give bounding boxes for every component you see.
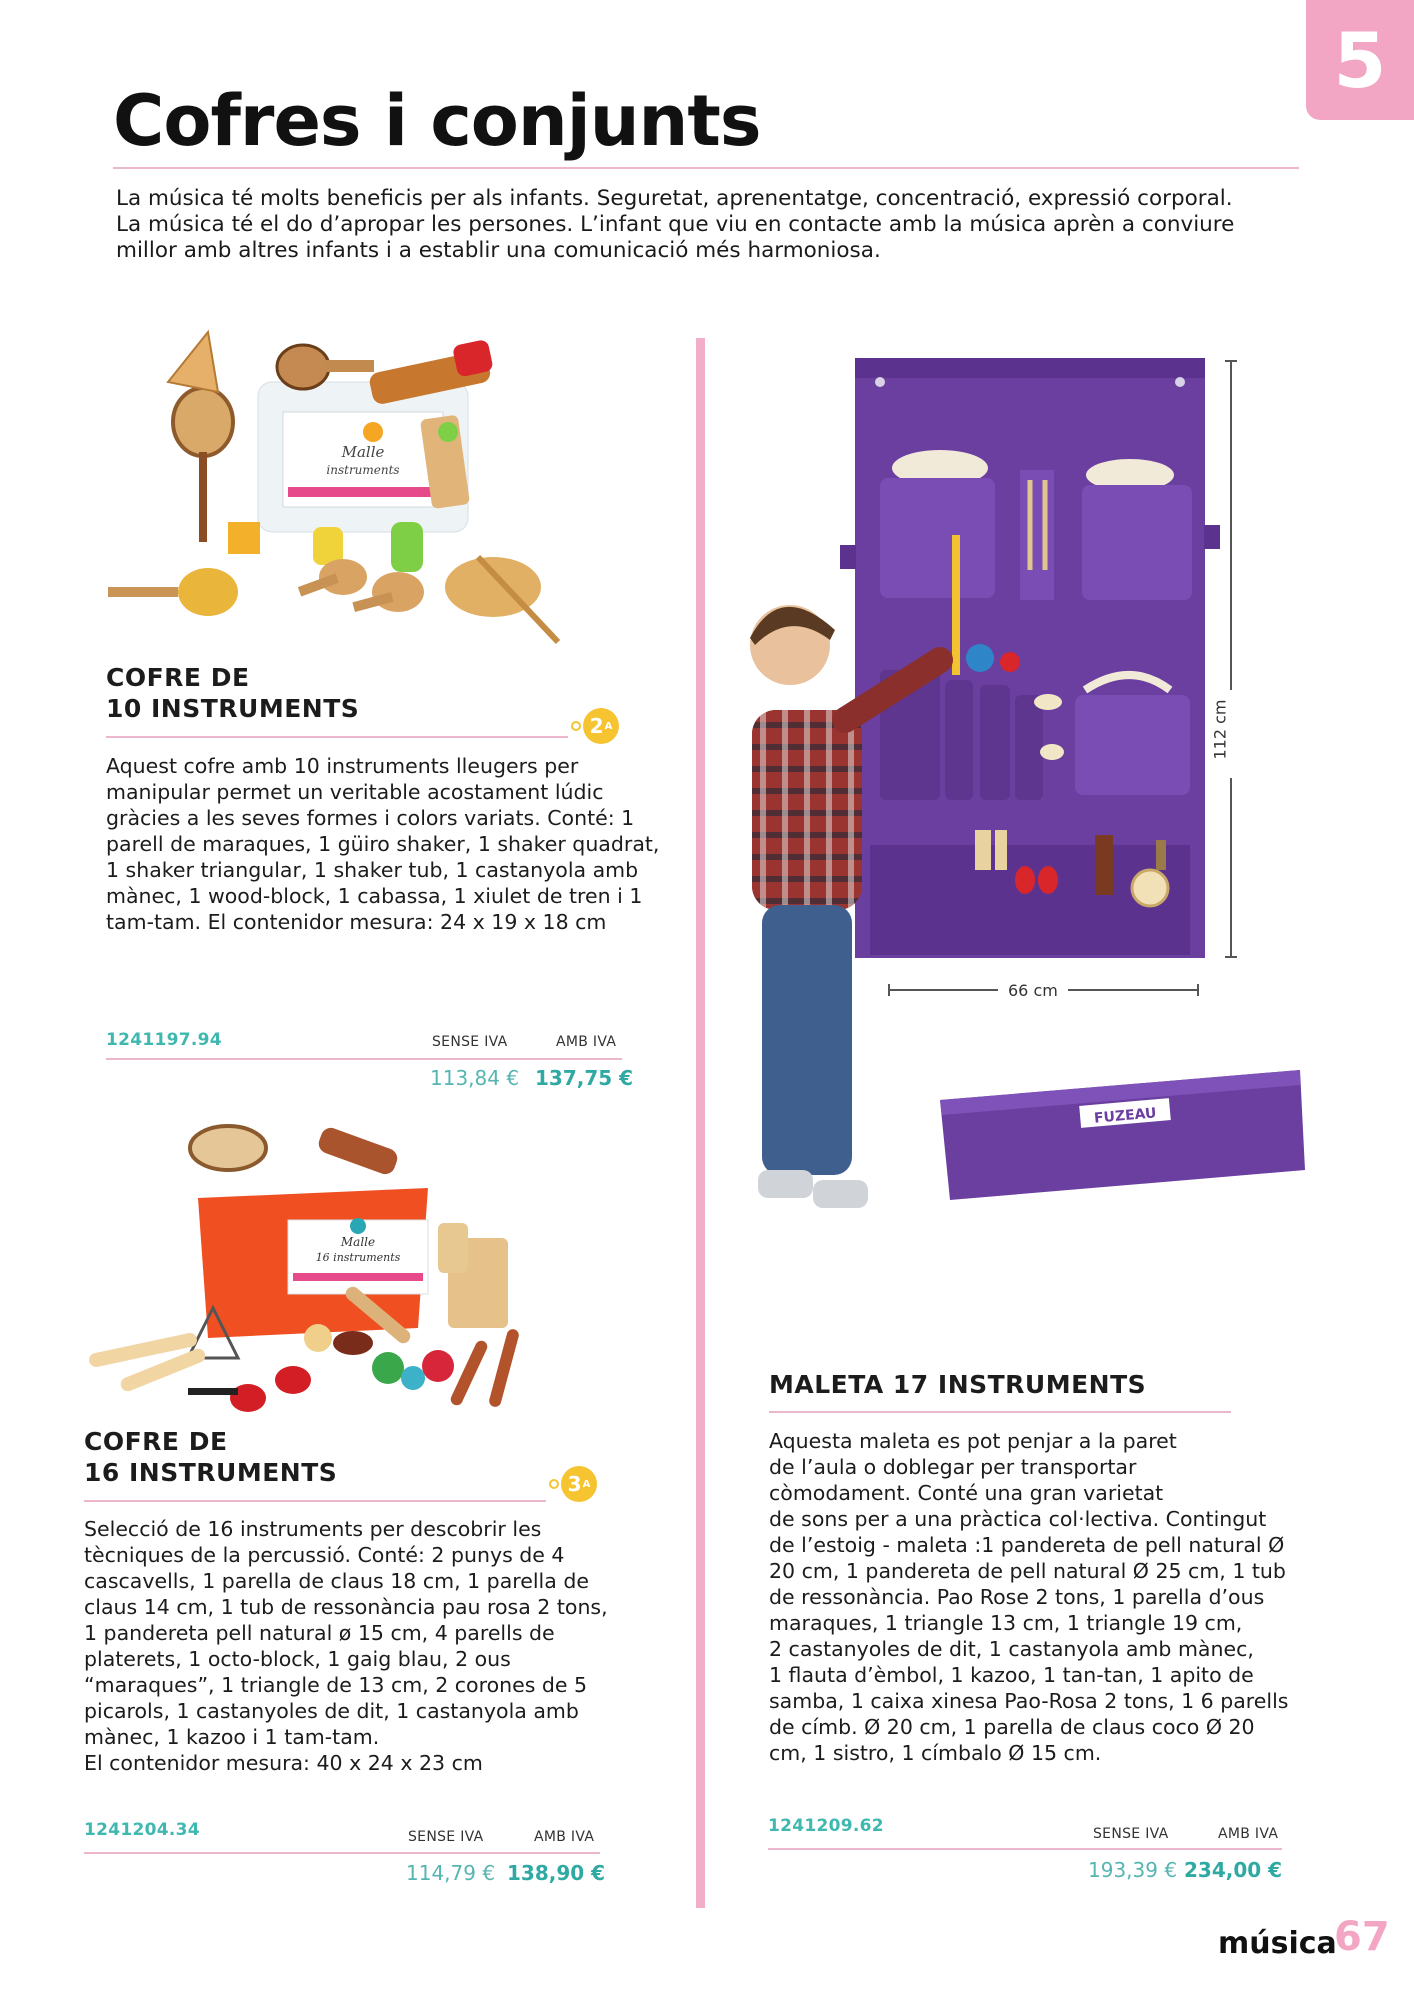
desc-line: platerets, 1 octo-block, 1 gaig blau, 2 ous — [84, 1647, 511, 1671]
desc-line: 1 shaker triangular, 1 shaker tub, 1 castanyola amb — [106, 858, 639, 882]
desc-line: cascavells, 1 parella de claus 18 cm, 1 parella de — [84, 1569, 589, 1593]
title-line: MALETA 17 INSTRUMENTS — [769, 1370, 1147, 1399]
intro-text — [116, 186, 1316, 264]
dimension-tick — [1225, 956, 1237, 958]
title-rule — [106, 736, 568, 738]
price-label-net: SENSE IVA — [408, 1829, 484, 1845]
bag-brand: FUZEAU — [1093, 1105, 1158, 1127]
price-rule — [106, 1058, 622, 1060]
price-net: 113,84 € — [430, 1066, 520, 1090]
title-line: 16 INSTRUMENTS — [84, 1458, 338, 1487]
desc-line: maraques, 1 triangle 13 cm, 1 triangle 19 cm, — [769, 1611, 1243, 1635]
price-label-gross: AMB IVA — [1218, 1826, 1279, 1842]
price-net: 193,39 € — [1088, 1858, 1178, 1882]
title-line: COFRE DE — [106, 663, 250, 692]
price-label-gross: AMB IVA — [556, 1034, 617, 1050]
desc-line: 1 pandereta pell natural ø 15 cm, 4 parells de — [84, 1621, 555, 1645]
desc-line: parell de maraques, 1 güiro shaker, 1 shaker quadrat, — [106, 832, 660, 856]
desc-line: Aquesta maleta es pot penjar a la paret — [769, 1429, 1177, 1453]
price-gross: 234,00 € — [1184, 1858, 1283, 1882]
dimension-line-height — [1230, 778, 1232, 956]
product-title-cofre-16 — [84, 1426, 337, 1488]
box-label-line: instruments — [326, 463, 400, 477]
dimension-line-width — [1068, 989, 1198, 991]
product-ref: 1241197.94 — [106, 1030, 222, 1050]
desc-line: de sons per a una pràctica col·lectiva. Contingut — [769, 1507, 1267, 1531]
intro-line: millor amb altres infants i a establir una comunicació més harmoniosa. — [116, 238, 881, 263]
desc-line: El contenidor mesura: 40 x 24 x 23 cm — [84, 1751, 483, 1775]
desc-line: samba, 1 caixa xinesa Pao-Rosa 2 tons, 1 6 parells — [769, 1689, 1289, 1713]
age-number: 2 — [589, 714, 604, 738]
column-divider — [696, 338, 705, 1908]
dimension-height: 112 cm — [1210, 699, 1230, 760]
box-label-line: 16 instruments — [315, 1251, 401, 1264]
age-badge-cofre-10 — [571, 708, 619, 744]
age-badge-dot — [571, 721, 581, 731]
price-label-net: SENSE IVA — [432, 1034, 508, 1050]
desc-line: tam-tam. El contenidor mesura: 24 x 19 x 18 cm — [106, 910, 607, 934]
desc-line: de l’aula o doblegar per transportar — [769, 1455, 1137, 1479]
price-net: 114,79 € — [406, 1861, 496, 1885]
age-unit: A — [604, 720, 613, 732]
age-badge — [561, 1466, 597, 1502]
desc-line: cm, 1 sistro, 1 címbalo Ø 15 cm. — [769, 1741, 1102, 1765]
product-description-cofre-10 — [106, 753, 659, 935]
title-rule — [113, 167, 1299, 169]
price-gross: 137,75 € — [535, 1066, 634, 1090]
title-rule — [84, 1500, 546, 1502]
footer-section: música — [1218, 1926, 1337, 1961]
desc-line: Selecció de 16 instruments per descobrir les — [84, 1517, 542, 1541]
desc-line: mànec, 1 wood-block, 1 cabassa, 1 xiulet de tren i 1 — [106, 884, 643, 908]
desc-line: picarols, 1 castanyoles de dit, 1 castanyola amb — [84, 1699, 579, 1723]
desc-line: Aquest cofre amb 10 instruments lleugers per — [106, 754, 579, 778]
page-title: Cofres i conjunts — [113, 80, 761, 162]
desc-line: de címb. Ø 20 cm, 1 parella de claus coco Ø 20 — [769, 1715, 1255, 1739]
desc-line: tècniques de la percussió. Conté: 2 punys de 4 — [84, 1543, 565, 1567]
age-unit: A — [582, 1478, 591, 1490]
product-image-maleta-17 — [730, 340, 1330, 1260]
product-image-cofre-10 — [108, 322, 608, 652]
title-line: COFRE DE — [84, 1427, 228, 1456]
price-rule — [768, 1848, 1282, 1850]
product-title-cofre-10 — [106, 662, 359, 724]
product-description-cofre-16 — [84, 1516, 608, 1776]
page-number: 67 — [1334, 1914, 1390, 1960]
dimension-width: 66 cm — [1008, 981, 1058, 1000]
desc-line: 20 cm, 1 pandereta de pell natural Ø 25 cm, 1 tub — [769, 1559, 1286, 1583]
product-description-maleta-17 — [769, 1428, 1288, 1766]
product-title-maleta-17 — [769, 1369, 1146, 1400]
intro-line: La música té molts beneficis per als infants. Seguretat, aprenentatge, concentració, expressió corporal. — [116, 186, 1233, 211]
desc-line: de l’estoig - maleta :1 pandereta de pell natural Ø — [769, 1533, 1285, 1557]
title-line: 10 INSTRUMENTS — [106, 694, 360, 723]
product-image-cofre-16 — [88, 1118, 568, 1418]
price-gross: 138,90 € — [507, 1861, 606, 1885]
intro-line: La música té el do d’apropar les persones. L’infant que viu en contacte amb la música aprèn a conviure — [116, 212, 1235, 237]
age-badge-dot — [549, 1479, 559, 1489]
box-label-line: Malle — [340, 1235, 376, 1249]
desc-line: 2 castanyoles de dit, 1 castanyola amb mànec, — [769, 1637, 1254, 1661]
age-badge-cofre-16 — [549, 1466, 597, 1502]
dimension-line-height — [1230, 360, 1232, 690]
dimension-line-width — [888, 989, 998, 991]
desc-line: de ressonància. Pao Rose 2 tons, 1 parella d’ous — [769, 1585, 1265, 1609]
desc-line: “maraques”, 1 triangle de 13 cm, 2 corones de 5 — [84, 1673, 588, 1697]
price-label-net: SENSE IVA — [1093, 1826, 1169, 1842]
desc-line: claus 14 cm, 1 tub de ressonància pau rosa 2 tons, — [84, 1595, 608, 1619]
product-ref: 1241204.34 — [84, 1820, 200, 1840]
dimension-tick — [1197, 984, 1199, 996]
desc-line: mànec, 1 kazoo i 1 tam-tam. — [84, 1725, 380, 1749]
chapter-number: 5 — [1333, 15, 1387, 105]
chapter-tab — [1306, 0, 1414, 120]
desc-line: 1 flauta d’èmbol, 1 kazoo, 1 tan-tan, 1 apito de — [769, 1663, 1254, 1687]
age-badge — [583, 708, 619, 744]
product-ref: 1241209.62 — [768, 1816, 884, 1836]
age-number: 3 — [567, 1472, 582, 1496]
desc-line: còmodament. Conté una gran varietat — [769, 1481, 1164, 1505]
desc-line: manipular permet un veritable acostament lúdic — [106, 780, 604, 804]
price-label-gross: AMB IVA — [534, 1829, 595, 1845]
desc-line: gràcies a les seves formes i colors variats. Conté: 1 — [106, 806, 635, 830]
price-rule — [84, 1852, 600, 1854]
box-label-line: Malle — [341, 443, 385, 461]
title-rule — [769, 1411, 1231, 1413]
